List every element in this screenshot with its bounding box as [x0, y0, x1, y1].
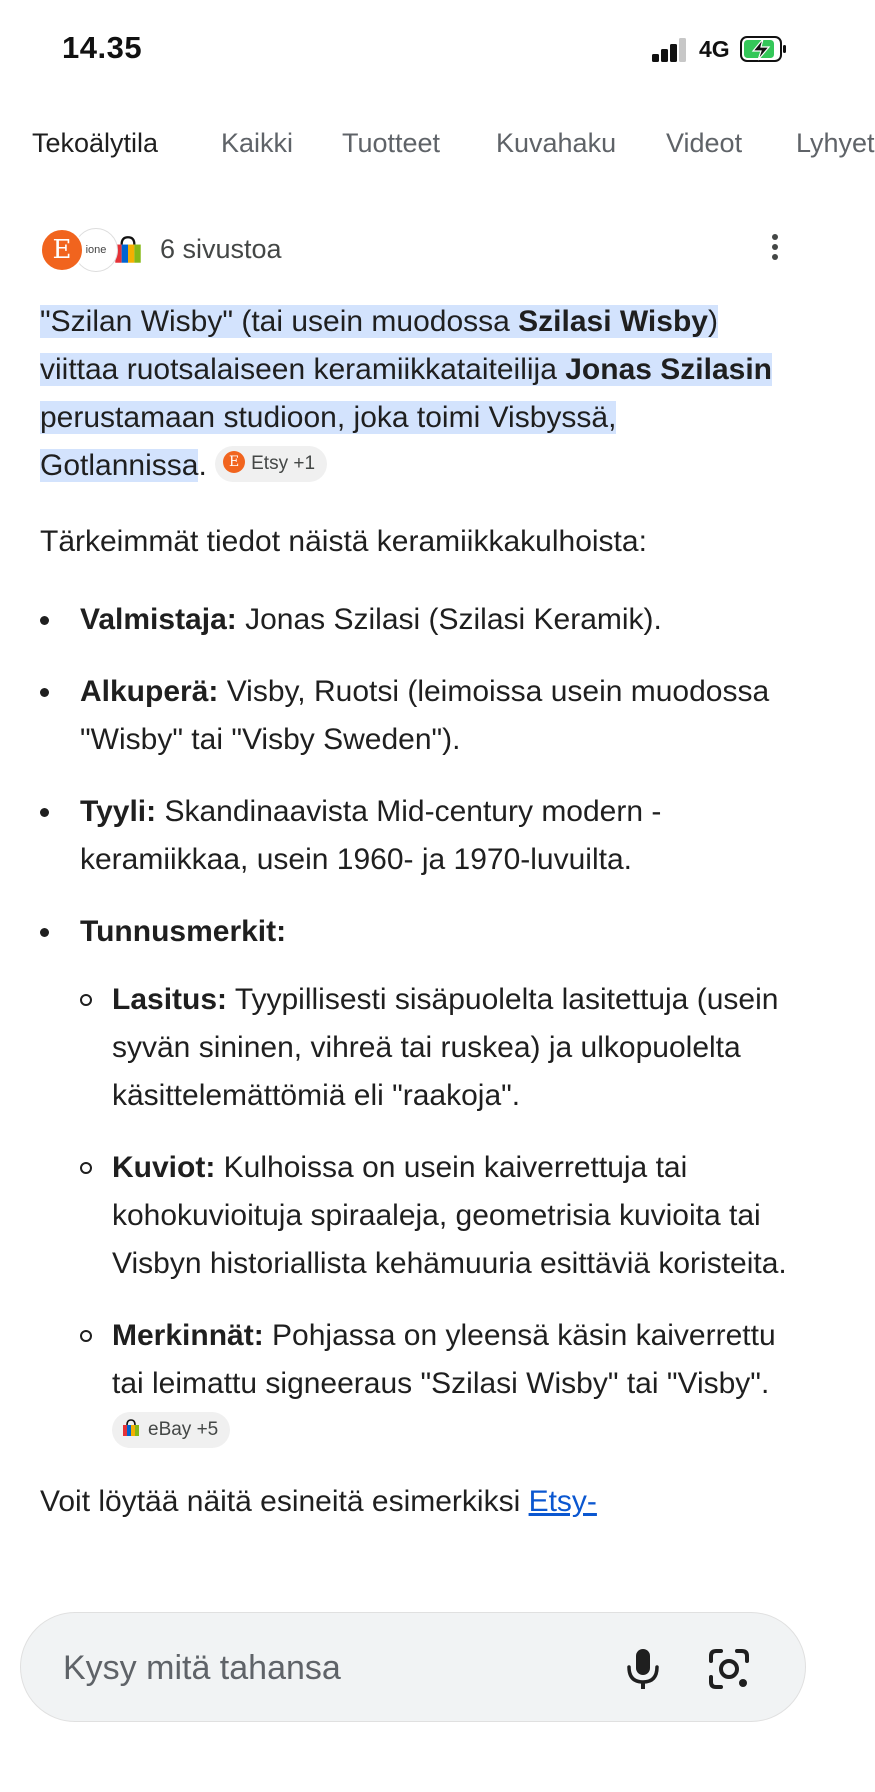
etsy-link[interactable]: Etsy- — [528, 1485, 597, 1518]
lead-text: "Szilan Wisby" (tai usein muodossa — [40, 305, 519, 338]
tab-all[interactable]: Kaikki — [221, 128, 294, 158]
tab-products[interactable]: Tuotteet — [342, 128, 441, 158]
microphone-icon[interactable] — [623, 1647, 663, 1691]
answer-list — [40, 596, 790, 1456]
item-text: Pohjassa on yleensä käsin kaiverrettu tai leimattu signeeraus "Szilasi Wisby" tai "Visby". — [112, 1319, 776, 1400]
closing-text: Voit löytää näitä esineitä esimerkiksi — [40, 1485, 529, 1518]
sources-count: 6 sivustoa — [160, 234, 282, 264]
answer-intro: Tärkeimmät tiedot näistä keramiikkakulhoista: — [40, 525, 647, 558]
lead-bold: Szilasi Wisby — [518, 305, 708, 338]
answer-closing — [40, 1478, 790, 1526]
sub-list — [80, 976, 790, 1456]
item-text: Visby, Ruotsi (leimoissa usein muodossa "Wisby" tai "Visby Sweden"). — [80, 675, 770, 756]
lead-bold: Jonas Szilasin — [565, 353, 772, 386]
item-text: Skandinaavista Mid-century modern -keramiikkaa, usein 1960- ja 1970-luvuilta. — [80, 795, 662, 876]
answer-lead — [40, 298, 790, 490]
lead-text: perustamaan studioon, joka toimi Visbyssä, Gotlannissa — [40, 401, 617, 482]
chip-label: eBay +5 — [148, 1419, 219, 1441]
item-label: Alkuperä: — [80, 675, 219, 708]
shopping-bag-icon — [120, 1417, 142, 1439]
ai-answer — [40, 298, 790, 1526]
network-type: 4G — [699, 36, 730, 62]
lead-text: ) viittaa ruotsalaiseen keramiikkataiteilija — [40, 305, 718, 386]
sources-row[interactable] — [40, 228, 790, 276]
lead-period: . — [198, 449, 207, 482]
etsy-icon: E — [223, 451, 245, 473]
list-item — [40, 596, 790, 644]
site-favicon: ione — [74, 228, 118, 272]
sub-list-item — [80, 1312, 790, 1456]
status-bar — [0, 0, 828, 100]
item-text: Kulhoissa on usein kaiverrettuja tai kohokuvioituja spiraaleja, geometrisia kuvioita tai Visbyn historiallista kehämuuria esittäviä koristeita. — [112, 1151, 787, 1280]
item-label: Kuviot: — [112, 1151, 216, 1184]
item-label: Lasitus: — [112, 983, 228, 1016]
item-label: Valmistaja: — [80, 603, 237, 636]
more-options-icon[interactable] — [760, 230, 790, 270]
list-item — [40, 788, 790, 884]
camera-lens-icon[interactable] — [707, 1647, 751, 1691]
ask-input[interactable] — [61, 1641, 605, 1695]
sub-list-item — [80, 1144, 790, 1288]
signal-icon — [652, 38, 688, 62]
battery-charging-icon — [740, 36, 788, 62]
tab-ai-mode[interactable]: Tekoälytila — [32, 128, 159, 158]
item-label: Tunnusmerkit: — [80, 915, 287, 948]
ask-bar — [20, 1612, 806, 1722]
search-tabs — [0, 118, 875, 174]
chip-label: Etsy +1 — [251, 453, 316, 475]
scroll-fade — [0, 1590, 828, 1614]
source-chip-ebay[interactable] — [112, 1412, 230, 1448]
list-item — [40, 668, 790, 764]
item-label: Merkinnät: — [112, 1319, 264, 1352]
item-text: Tyypillisesti sisäpuolelta lasitettuja (usein syvän sininen, vihreä tai ruskea) ja ulkopuolelta käsittelemättömiä eli "raakoja". — [112, 983, 779, 1112]
source-chip-etsy[interactable] — [215, 446, 327, 482]
lead-highlight — [40, 305, 772, 482]
tab-videos[interactable]: Videot — [666, 128, 743, 158]
list-item — [40, 908, 790, 1456]
etsy-favicon: E — [40, 228, 84, 272]
tab-shorts[interactable]: Lyhyet — [796, 128, 875, 158]
sub-list-item — [80, 976, 790, 1120]
item-text: Jonas Szilasi (Szilasi Keramik). — [236, 603, 662, 636]
item-label: Tyyli: — [80, 795, 157, 828]
status-time: 14.35 — [62, 30, 143, 65]
tab-images[interactable]: Kuvahaku — [496, 128, 617, 158]
